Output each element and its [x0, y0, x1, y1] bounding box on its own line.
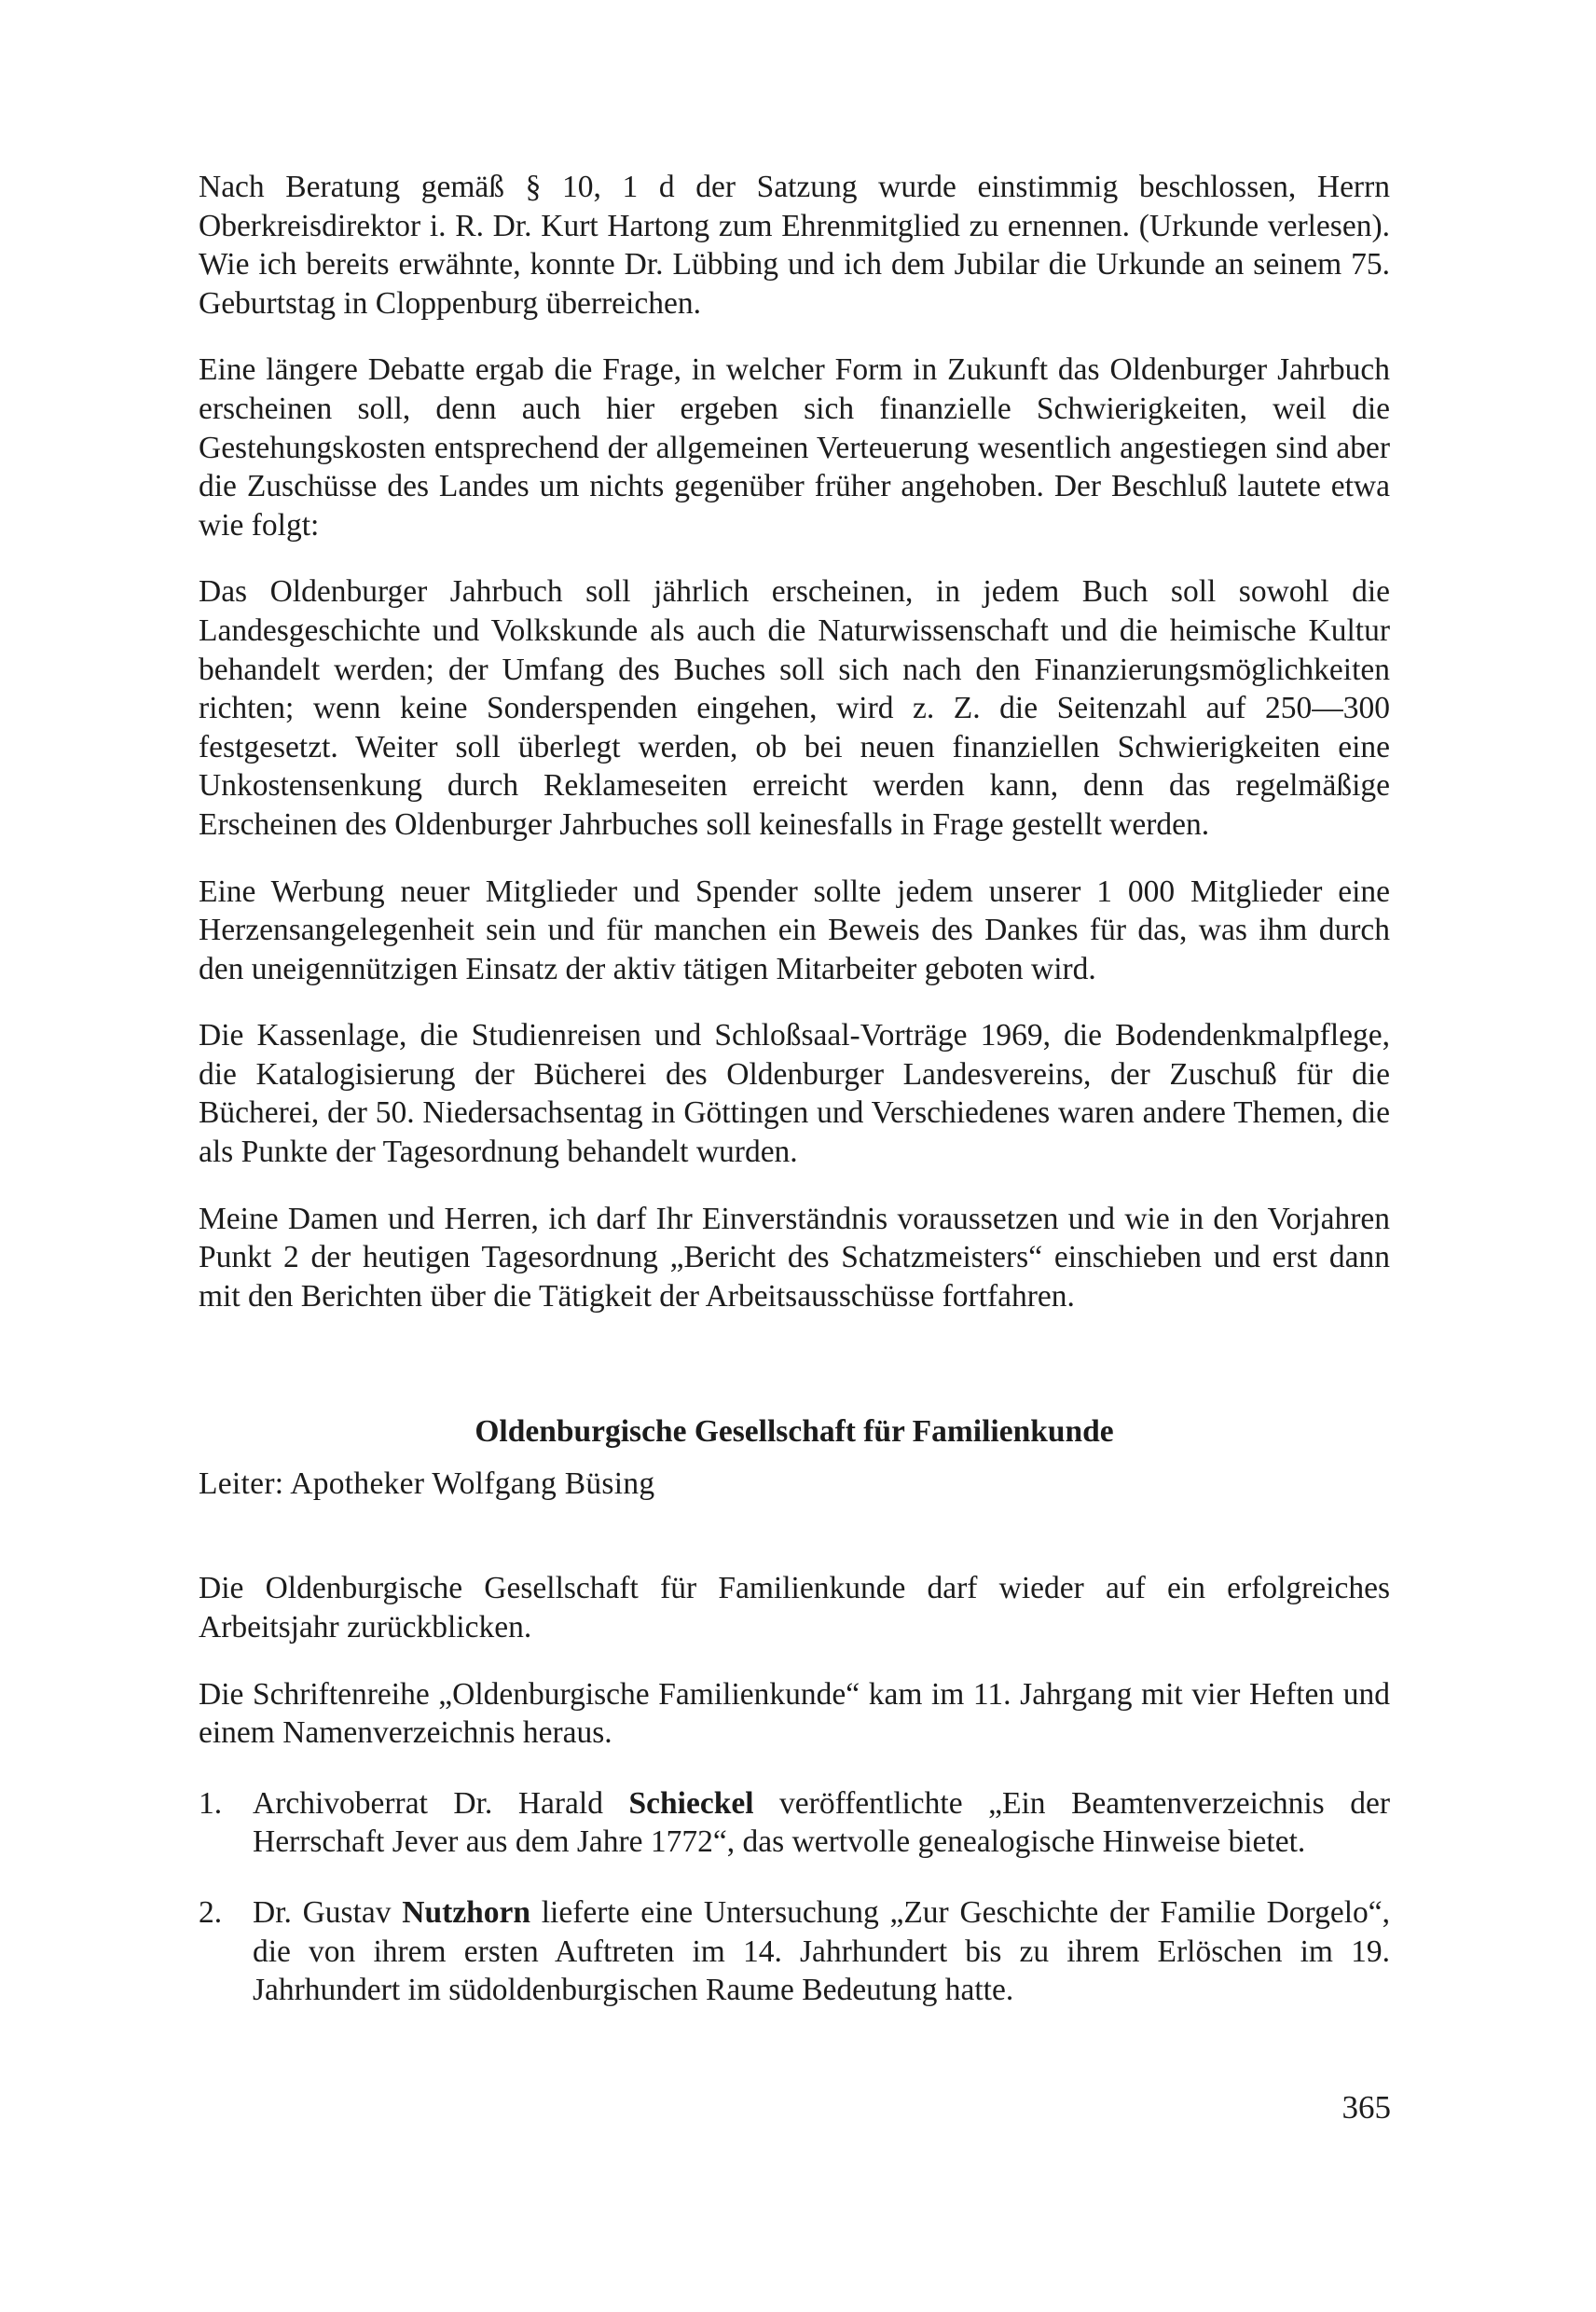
paragraph-member-recruitment: Eine Werbung neuer Mitglieder und Spender sollte jedem unserer 1 000 Mitglieder eine Herzensangelegenheit sein und für manchen ein Beweis des Dankes für das, was ihm durch den uneigennützigen Einsatz der aktiv tätigen Mitarbeiter geboten wird. [199, 874, 1390, 986]
list-item-text: Archivoberrat Dr. Harald Schieckel veröffentlichte „Ein Beamtenverzeichnis der Herrschaft Jever aus dem Jahre 1772“, das wertvolle genealogische Hinweise bietet. [253, 1785, 1390, 1860]
page-body [199, 168, 1390, 2010]
list-item-number: 2. [199, 1895, 223, 1930]
paragraph-treasurer-report: Meine Damen und Herren, ich darf Ihr Einverständnis voraussetzen und wie in den Vorjahren Punkt 2 der heutigen Tagesordnung „Bericht des Schatzmeisters“ einschieben und erst dann mit den Berichten über die Tätigkeit der Arbeitsausschüsse fortfahren. [199, 1201, 1390, 1314]
paragraph-other-topics: Die Kassenlage, die Studienreisen und Schloßsaal-Vorträge 1969, die Bodendenkmalpflege, die Katalogisierung der Bücherei des Oldenburger Landesvereins, der Zuschuß für die Bücherei, der 50. Niedersachsentag in Göttingen und Verschiedenes waren andere Themen, die als Punkte der Tagesordnung behandelt wurden. [199, 1018, 1390, 1170]
list-item [199, 1893, 1390, 2010]
paragraph-yearbook-resolution: Das Oldenburger Jahrbuch soll jährlich erscheinen, in jedem Buch soll sowohl die Landesgeschichte und Volkskunde als auch die Naturwissenschaft und die heimische Kultur behandelt werden; der Umfang des Buches soll sich nach den Finanzierungsmöglichkeiten richten; wenn keine Sonderspenden eingehen, wird z. Z. die Seitenzahl auf 250—300 festgesetzt. Weiter soll überlegt werden, ob bei neuen finanziellen Schwierigkeiten eine Unkostensenkung durch Reklameseiten erreicht werden kann, denn das regelmäßige Erscheinen des Oldenburger Jahrbuches soll keinesfalls in Frage gestellt werden. [199, 574, 1390, 842]
list-item-number: 1. [199, 1785, 223, 1821]
section-paragraph-intro: Die Oldenburgische Gesellschaft für Familienkunde darf wieder auf ein erfolgreiches Arbeitsjahr zurückblicken. [199, 1571, 1390, 1645]
section-title: Oldenburgische Gesellschaft für Familienkunde [475, 1414, 1114, 1450]
paragraph-yearbook-debate: Eine längere Debatte ergab die Frage, in welcher Form in Zukunft das Oldenburger Jahrbuch erscheinen soll, denn auch hier ergeben sich finanzielle Schwierigkeiten, weil die Gestehungskosten entsprechend der allgemeinen Verteuerung wesentlich angestiegen sind aber die Zuschüsse des Landes um nichts gegenüber früher angehoben. Der Beschluß lautete etwa wie folgt: [199, 352, 1390, 543]
page-number: 365 [1341, 2089, 1391, 2126]
paragraph-honorary-member: Nach Beratung gemäß § 10, 1 d der Satzung wurde einstimmig beschlossen, Herrn Oberkreisdirektor i. R. Dr. Kurt Hartong zum Ehrenmitglied zu ernennen. (Urkunde verlesen). Wie ich bereits erwähnte, konnte Dr. Lübbing und ich dem Jubilar die Urkunde an seinem 75. Geburtstag in Cloppenburg überreichen. [199, 170, 1390, 321]
section-paragraph-series: Die Schriftenreihe „Oldenburgische Familienkunde“ kam im 11. Jahrgang mit vier Heften und einem Namenverzeichnis heraus. [199, 1676, 1390, 1751]
list-item [199, 1784, 1390, 1862]
author-name: Nutzhorn [402, 1895, 530, 1930]
author-name: Schieckel [628, 1785, 754, 1821]
section-leader: Leiter: Apotheker Wolfgang Büsing [199, 1466, 655, 1502]
list-item-text: Dr. Gustav Nutzhorn lieferte eine Untersuchung „Zur Geschichte der Familie Dorgelo“, die von ihrem ersten Auftreten im 14. Jahrhundert bis zu ihrem Erlöschen im 19. Jahrhundert im südoldenburgischen Raume Bedeutung hatte. [253, 1895, 1390, 2008]
